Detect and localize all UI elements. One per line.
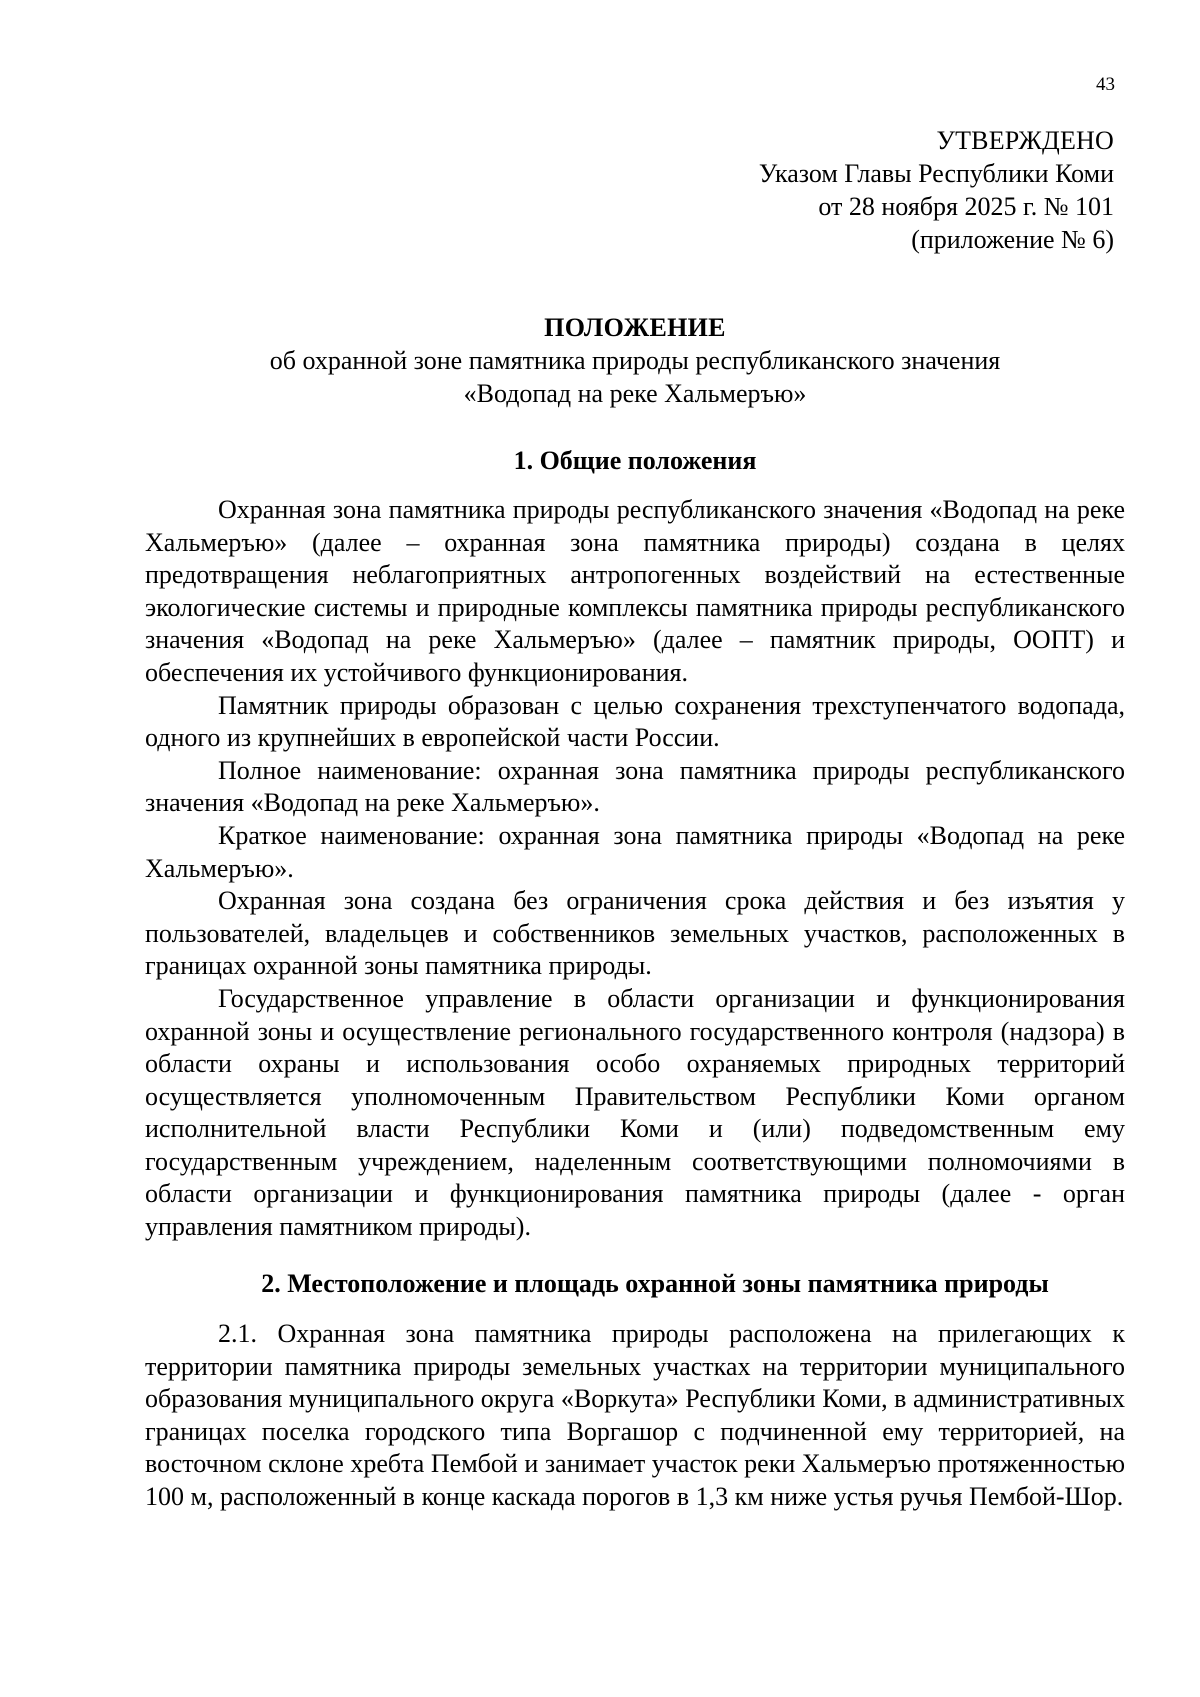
- section-2-body: [145, 1318, 1125, 1514]
- approval-line-decree: Указом Главы Республики Коми: [758, 159, 1114, 188]
- paragraph: 2.1. Охранная зона памятника природы расположена на прилегающих к территории памятника природы земельных участках на территории муниципального образования муниципального округа «Воркута» Республики Коми, в административных границах поселка городского типа Воргашор с подчиненной ему территорией, на восточном склоне хребта Пембой и занимает участок реки Хальмеръю протяженностью 100 м, расположенный в конце каскада порогов в 1,3 км ниже устья ручья Пембой-Шор.: [145, 1319, 1125, 1511]
- paragraph: Охранная зона создана без ограничения срока действия и без изъятия у пользователей, владельцев и собственников земельных участков, расположенных в границах охранной зоны памятника природы.: [145, 886, 1125, 981]
- paragraph: Краткое наименование: охранная зона памятника природы «Водопад на реке Хальмеръю».: [145, 820, 1125, 883]
- document-subtitle-line-1: об охранной зоне памятника природы республиканского значения: [269, 346, 1001, 375]
- paragraph: Полное наименование: охранная зона памятника природы республиканского значения «Водопад на реке Хальмеръю».: [145, 755, 1125, 818]
- approval-line-date: от 28 ноября 2025 г. № 101: [818, 192, 1114, 221]
- approval-stamp: [759, 124, 1114, 256]
- paragraph: Памятник природы образован с целью сохранения трехступенчатого водопада, одного из крупнейших в европейской части России.: [145, 690, 1125, 753]
- document-title: ПОЛОЖЕНИЕ: [544, 313, 726, 342]
- section-2-heading: 2. Местоположение и площадь охранной зоны памятника природы: [261, 1269, 1049, 1298]
- document-subtitle-line-2: «Водопад на реке Хальмеръю»: [463, 379, 807, 408]
- paragraph: Охранная зона памятника природы республиканского значения «Водопад на реке Хальмеръю» (далее – охранная зона памятника природы) создана в целях предотвращения неблагоприятных антропогенных воздействий на естественные экологические системы и природные комплексы памятника природы республиканского значения «Водопад на реке Хальмеръю» (далее – памятник природы, ООПТ) и обеспечения их устойчивого функционирования.: [145, 495, 1125, 687]
- section-1-heading: 1. Общие положения: [513, 446, 757, 475]
- section-1-body: [145, 494, 1125, 1244]
- approval-title: УТВЕРЖДЕНО: [936, 126, 1114, 155]
- paragraph: Государственное управление в области организации и функционирования охранной зоны и осуществление регионального государственного контроля (надзора) в области охраны и использования особо охраняемых природных территорий осуществляется уполномоченным Правительством Республики Коми органом исполнительной власти Республики Коми и (или) подведомственным ему государственным учреждением, наделенным соответствующими полномочиями в области организации и функционирования памятника природы (далее - орган управления памятником природы).: [145, 983, 1125, 1242]
- document-title-block: [145, 311, 1125, 410]
- page-number: 43: [1096, 74, 1115, 95]
- approval-line-appendix: (приложение № 6): [911, 225, 1114, 254]
